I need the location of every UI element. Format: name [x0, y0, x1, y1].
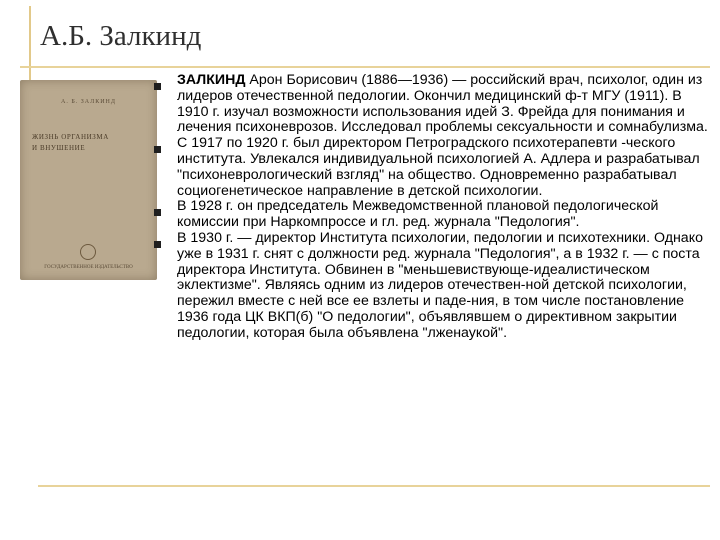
list-item — [177, 136, 715, 199]
slide-title: А.Б. Залкинд — [40, 20, 202, 52]
bullet-text: В 1930 г. — директор Института психологии, педологии и психотехники. Однако уже в 1931 г. снят с должности ред. журнала "Педология", а в 1932 г. — с поста директора Института. Обвинен в "меньшевиствующе-идеалистическом эклектизме". Являясь одним из лидеров отечествен-ной детской психологии, пережил вместе с ней все ее взлеты и паде-ния, в том числе постановление 1936 года ЦК ВКП(б) "О педологии", объявлявшем о директивном закрытии педологии, которая была объявлена "лженаукой". — [177, 229, 703, 341]
footer-line — [38, 485, 710, 487]
square-bullet-icon — [154, 241, 161, 248]
list-item — [177, 199, 715, 231]
title-underline — [20, 66, 710, 68]
list-item — [177, 73, 715, 136]
square-bullet-icon — [154, 83, 161, 90]
book-cover-image — [20, 80, 157, 280]
square-bullet-icon — [154, 209, 161, 216]
book-author: А. Б. ЗАЛКИНД — [61, 99, 116, 105]
bullet-list — [177, 73, 715, 342]
book-title-line-1: ЖИЗНЬ ОРГАНИЗМА — [32, 133, 109, 141]
bullet-text: В 1928 г. он председатель Межведомственной плановой педологической комиссии при Наркомпроссе и гл. ред. журнала "Педология". — [177, 198, 659, 231]
book-title-line-2: И ВНУШЕНИЕ — [32, 144, 86, 152]
list-item — [177, 231, 715, 342]
book-title — [32, 132, 152, 154]
square-bullet-icon — [154, 146, 161, 153]
bullet-text: С 1917 по 1920 г. был директором Петроградского психотерапевти -ческого института. Увлекался индивидуальной психологией А. Адлера и разрабатывал "психоневрологический взгляд" на общество. Одновременно разрабатывал социогенетическое направление в детской психологии. — [177, 135, 700, 199]
publisher-emblem-icon — [80, 244, 96, 260]
bullet-lead-text: ЗАЛКИНД — [177, 72, 246, 88]
bullet-text: Арон Борисович (1886—1936) — российский врач, психолог, один из лидеров отечественной педологии. Окончил медицинский ф-т МГУ (1911). В 1910 г. изучал возможности использования идей З. Фрейда для понимания и лечения психоневрозов. Исследовал проблемы сексуальности и сомнабулизма. — [177, 72, 708, 136]
book-publisher: ГОСУДАРСТВЕННОЕ ИЗДАТЕЛЬСТВО — [44, 265, 133, 270]
